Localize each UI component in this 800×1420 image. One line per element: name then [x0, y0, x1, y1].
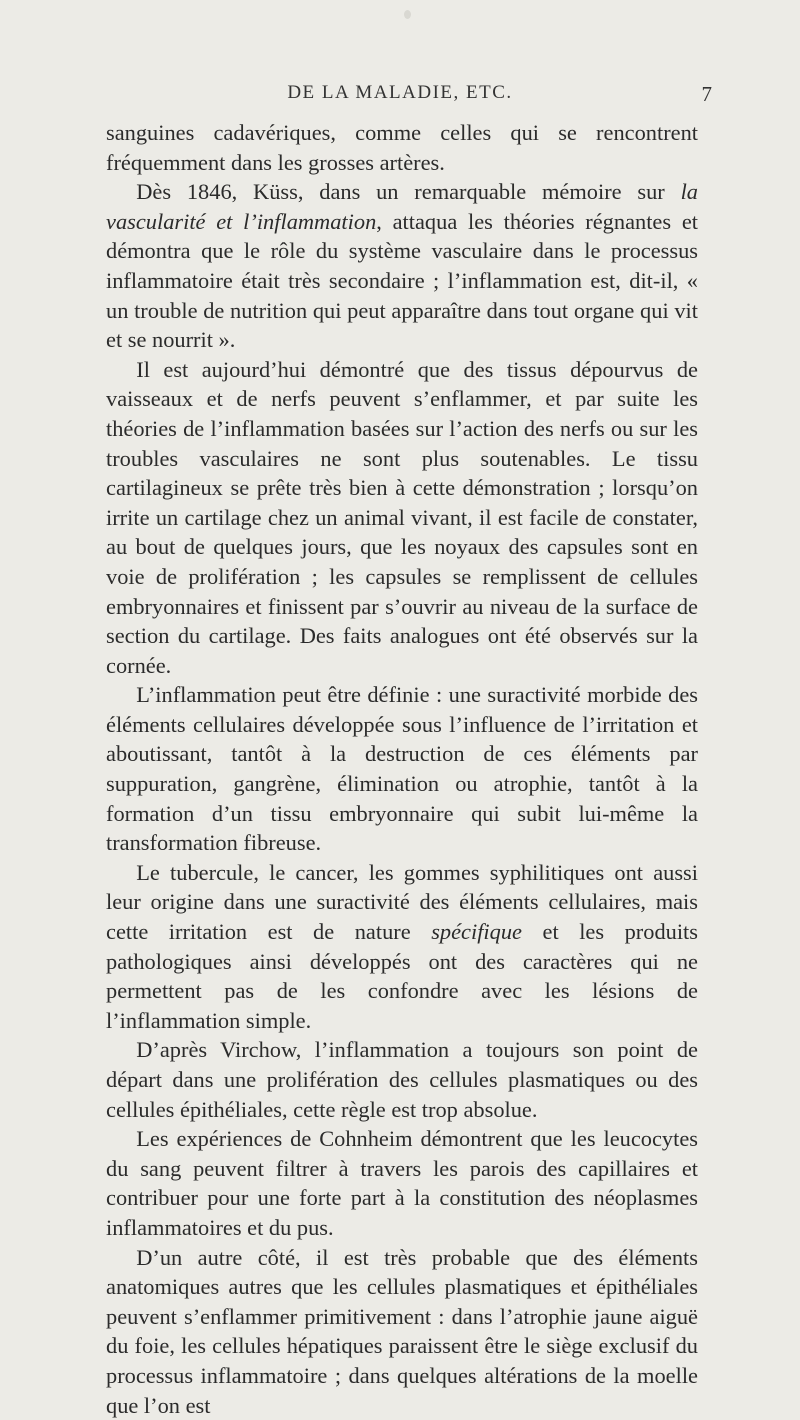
paragraph	[106, 858, 698, 1036]
italic-text: spécifique	[431, 919, 522, 945]
paragraph	[106, 1035, 698, 1124]
paragraph	[106, 355, 698, 681]
paragraph	[106, 118, 698, 177]
text-run: , attaqua les théories régnantes et démontra que le rôle du système vasculaire dans le processus inflammatoire était très secondaire ; l’inflammation est, dit-il, « un trouble de nutrition qui peut apparaître dans tout organe qui vit et se nourrit ».	[106, 208, 698, 353]
text-run: L’inflammation peut être définie : une suractivité morbide des éléments cellulaires développée sous l’influence de l’irritation et aboutissant, tantôt à la destruction de ces éléments par suppuration, gangrène, élimination ou atrophie, tantôt à la formation d’un tissu embryonnaire qui subit lui-même la transformation fibreuse.	[106, 682, 698, 856]
paragraph	[106, 1124, 698, 1242]
text-run: Il est aujourd’hui démontré que des tissus dépourvus de vaisseaux et de nerfs peuvent s’enflammer, et par suite les théories de l’inflammation basées sur l’action des nerfs ou sur les troubles vasculaires ne sont plus soutenables. Le tissu cartilagineux se prête très bien à cette démonstration ; lorsqu’on irrite un cartilage chez un animal vivant, il est facile de constater, au bout de quelques jours, que les noyaux des capsules sont en voie de prolifération ; les capsules se remplissent de cellules embryonnaires et finissent par s’ouvrir au niveau de la surface de section du cartilage. Des faits analogues ont été observés sur la cornée.	[106, 356, 698, 678]
text-run: D’après Virchow, l’inflammation a toujours son point de départ dans une prolifération des cellules plasmatiques ou des cellules épithéliales, cette règle est trop absolue.	[106, 1037, 698, 1122]
text-run: Dès 1846, Küss, dans un remarquable mémoire sur	[136, 179, 681, 205]
paragraph	[106, 1243, 698, 1420]
italic-text: la vascularité et l’inflammation	[106, 179, 698, 234]
text-run: sanguines cadavériques, comme celles qui se rencontrent fréquemment dans les grosses artères.	[106, 120, 698, 175]
text-run: D’un autre côté, il est très probable que des éléments anatomiques autres que les cellules plasmatiques et épithéliales peuvent s’enflammer primitivement : dans l’atrophie jaune aiguë du foie, les cellules hépatiques paraissent être le siège exclusif du processus inflammatoire ; dans quelques altérations de la moelle que l’on est	[106, 1244, 698, 1418]
text-run: Le tubercule, le cancer, les gommes syphilitiques ont aussi leur origine dans une suractivité des éléments cellulaires, mais cette irritation est de nature	[106, 859, 698, 945]
page-number: 7	[701, 82, 712, 106]
paragraph	[106, 680, 698, 858]
running-header	[0, 82, 800, 112]
paper-speck	[404, 10, 411, 19]
running-title: DE LA MALADIE, ETC.	[287, 82, 513, 103]
text-run: Les expériences de Cohnheim démontrent que les leucocytes du sang peuvent filtrer à travers les parois des capillaires et contribuer pour une forte part à la constitution des néoplasmes inflammatoires et du pus.	[106, 1126, 698, 1240]
body-text	[106, 118, 698, 1420]
paragraph	[106, 177, 698, 355]
text-run: et les produits pathologiques ainsi développés ont des caractères qui ne permettent pas de les confondre avec les lésions de l’inflammation simple.	[106, 919, 698, 1033]
